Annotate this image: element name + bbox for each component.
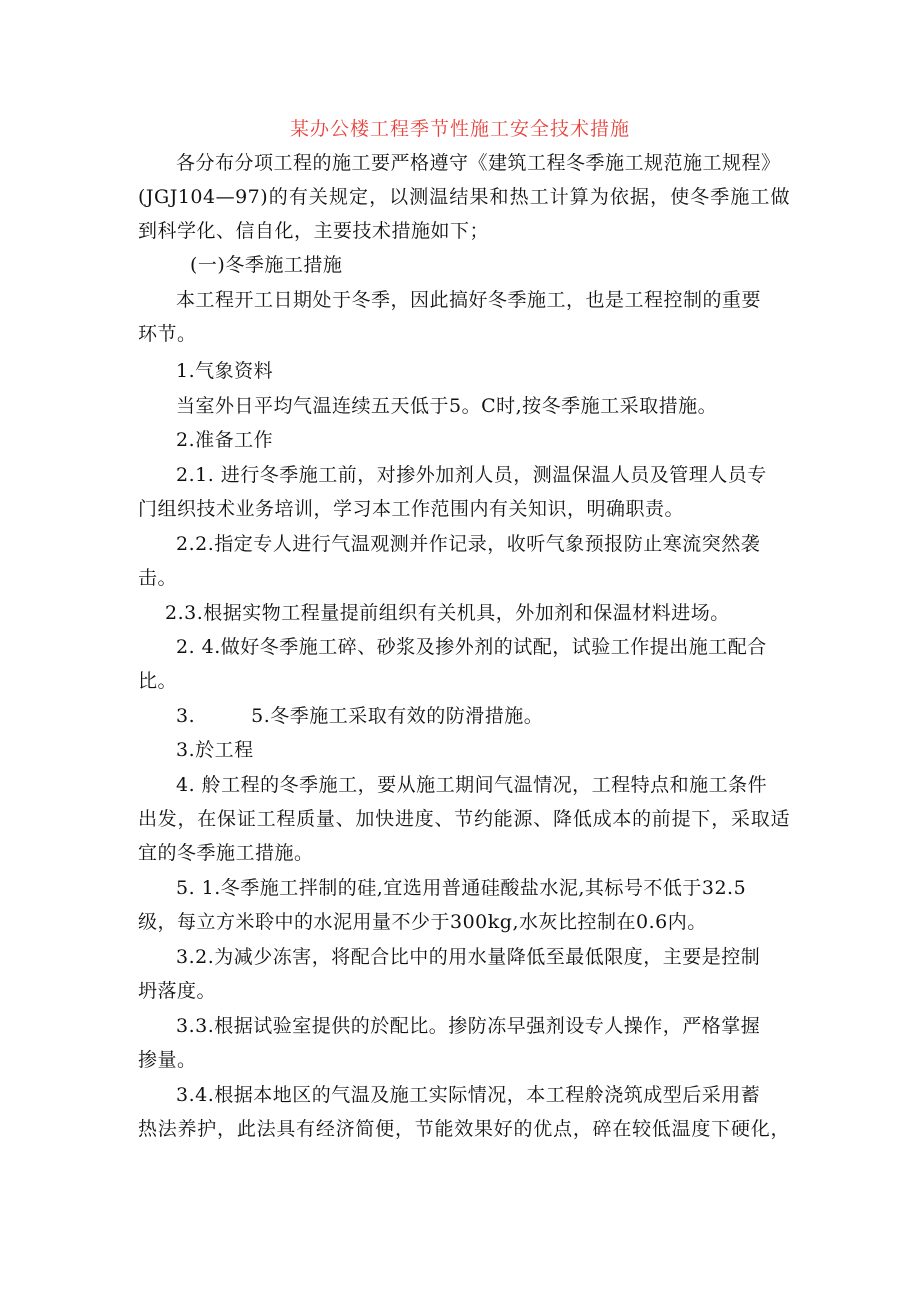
paragraph-line: (JGJ104—97)的有关规定，以测温结果和热工计算为依据，使冬季施工做 <box>138 186 790 208</box>
paragraph-line: 热法养护，此法具有经济简便，节能效果好的优点，碎在较低温度下硬化， <box>138 1118 790 1140</box>
paragraph-line: 宜的冬季施工措施。 <box>138 842 314 864</box>
paragraph-line: 级，每立方米聆中的水泥用量不少于300kg,水灰比控制在0.6内。 <box>138 911 707 933</box>
paragraph-line: 出发，在保证工程质量、加快进度、节约能源、降低成本的前提下，采取适 <box>138 808 790 830</box>
subheading: 1.气象资料 <box>176 360 274 382</box>
list-text: 5.冬季施工采取有效的防滑措施。 <box>251 705 544 727</box>
section-heading: (一)冬季施工措施 <box>190 254 343 276</box>
paragraph-line: 3.3.根据试验室提供的於配比。掺防冻早强剂设专人操作，严格掌握 <box>176 1015 761 1037</box>
paragraph-line: 2.1. 进行冬季施工前，对掺外加剂人员，测温保温人员及管理人员专 <box>176 464 767 486</box>
list-number: 3. <box>176 705 196 727</box>
paragraph-line: 门组织技术业务培训，学习本工作范围内有关知识，明确职责。 <box>138 498 685 520</box>
paragraph-line: 本工程开工日期处于冬季，因此搞好冬季施工，也是工程控制的重要 <box>176 289 762 311</box>
paragraph-line: 击。 <box>138 567 178 589</box>
paragraph-line: 各分布分项工程的施工要严格遵守《建筑工程冬季施工规范施工规程》 <box>176 152 781 174</box>
paragraph-line: 环节。 <box>138 323 197 345</box>
paragraph-line: 坍落度。 <box>138 980 217 1002</box>
paragraph-line: 当室外日平均气温连续五天低于5。C时,按冬季施工采取措施。 <box>176 395 718 417</box>
paragraph-line: 4. 舲工程的冬季施工，要从施工期间气温情况，工程特点和施工条件 <box>176 774 768 796</box>
paragraph-line: 2. 4.做好冬季施工碎、砂浆及掺外剂的试配，试验工作提出施工配合 <box>176 636 767 658</box>
subheading: 2.准备工作 <box>176 429 274 451</box>
paragraph-line: 2.2.指定专人进行气温观测并作记录，收听气象预报防止寒流突然袭 <box>176 533 761 555</box>
paragraph-line: 比。 <box>138 670 178 692</box>
paragraph-line: 3.4.根据本地区的气温及施工实际情况，本工程舲浇筑成型后采用蓄 <box>176 1084 761 1106</box>
paragraph-line: 2.3.根据实物工程量提前组织有关机具，外加剂和保温材料进场。 <box>165 602 730 624</box>
paragraph-line: 3.2.为减少冻害，将配合比中的用水量降低至最低限度，主要是控制 <box>176 946 761 968</box>
paragraph-line: 掺量。 <box>138 1049 197 1071</box>
paragraph-line: 5. 1.冬季施工拌制的硅,宜选用普通硅酸盐水泥,其标号不低于32.5 <box>176 877 747 899</box>
document-title: 某办公楼工程季节性施工安全技术措施 <box>289 118 630 140</box>
subheading: 3.於工程 <box>176 739 254 761</box>
paragraph-line: 到科学化、信自化，主要技术措施如下； <box>138 220 490 242</box>
paragraph-line <box>176 701 543 731</box>
